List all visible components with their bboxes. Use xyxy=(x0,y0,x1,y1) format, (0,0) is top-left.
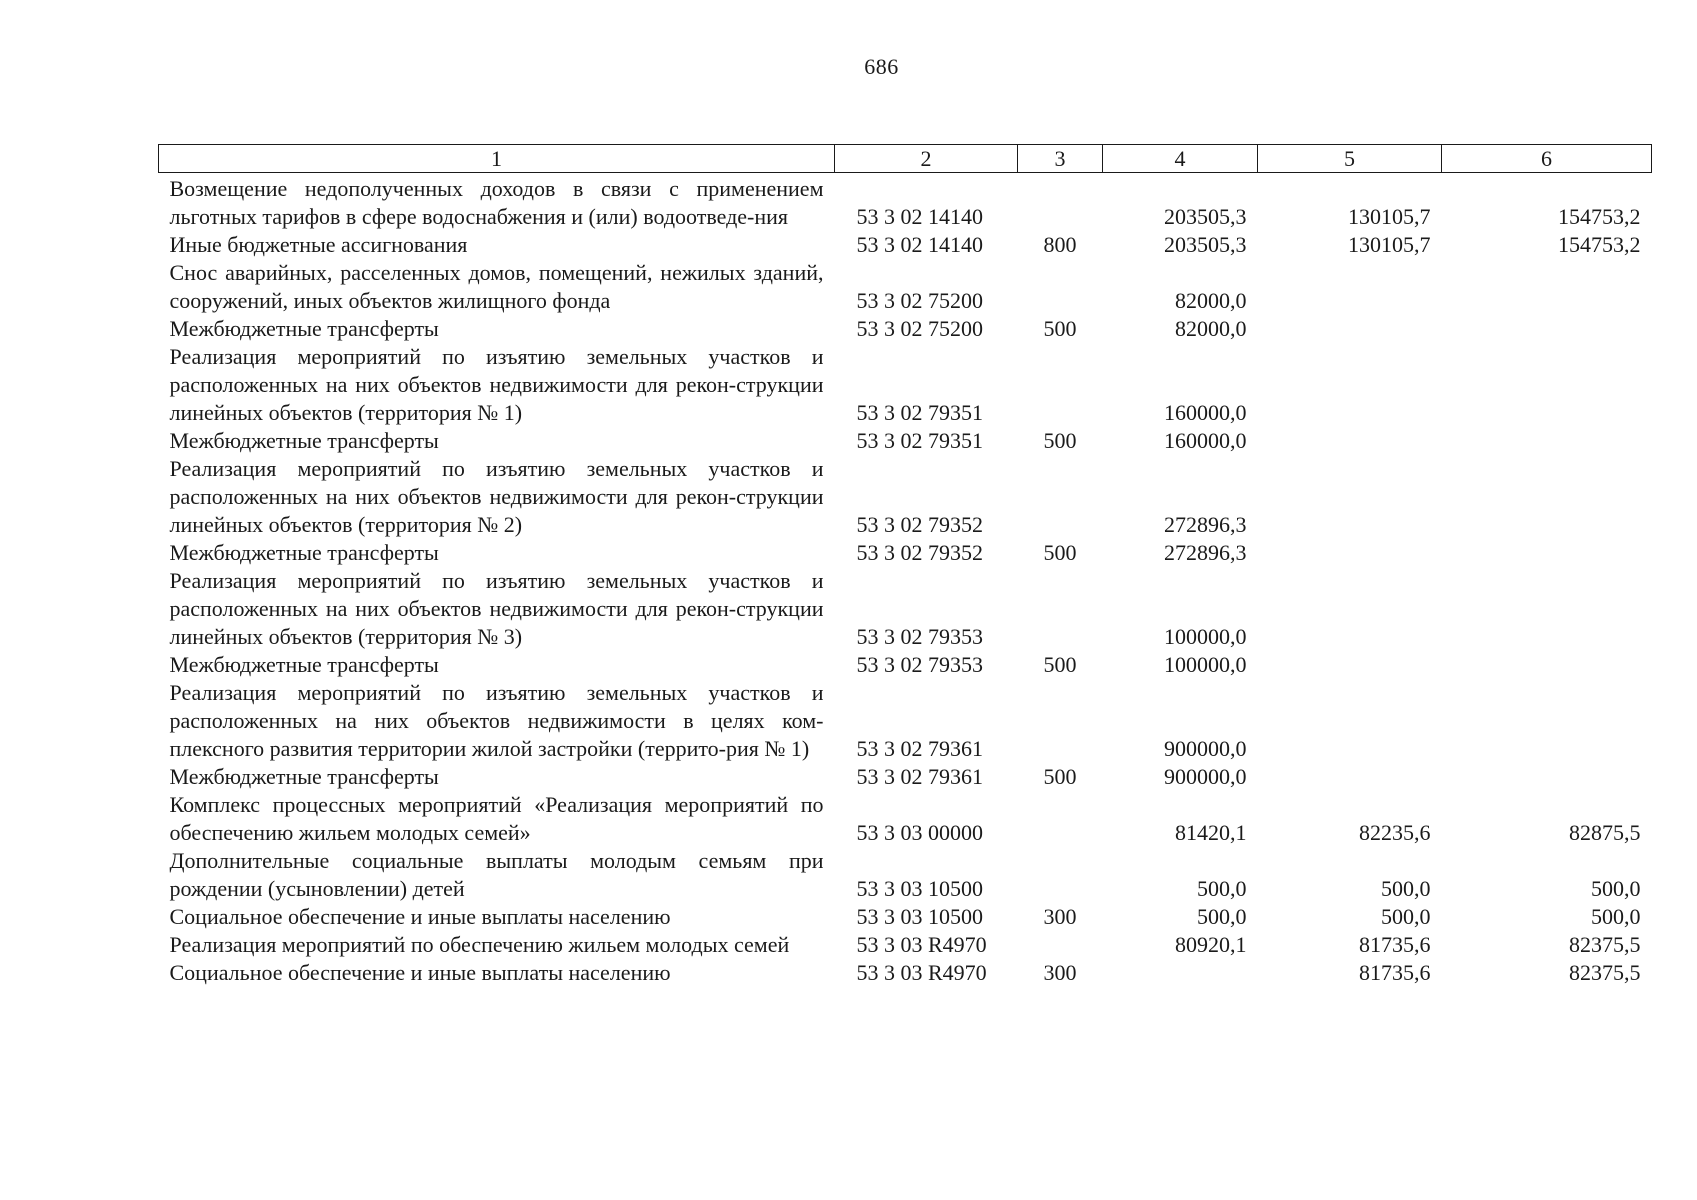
table-row xyxy=(159,455,1652,539)
row-value-col6-cell: 154753,2 xyxy=(1558,232,1641,257)
row-code-cell: 53 3 02 79352 xyxy=(856,512,983,537)
row-code-cell: 53 3 02 79353 xyxy=(856,652,983,677)
table-row xyxy=(159,315,1652,343)
row-expense-type-cell: 500 xyxy=(1043,540,1077,565)
row-expense-type-cell xyxy=(1018,931,1103,959)
table-row xyxy=(159,651,1652,679)
table-row xyxy=(159,931,1652,959)
row-name-cell: Реализация мероприятий по изъятию земельных участков и расположенных на них объектов недвижимости для рекон-струкции линейных объектов (территория № 3) xyxy=(169,568,824,649)
row-code-cell: 53 3 03 10500 xyxy=(856,876,983,901)
row-expense-type-cell: 500 xyxy=(1043,652,1077,677)
row-value-col5-cell: 130105,7 xyxy=(1348,204,1431,229)
row-name-cell: Межбюджетные трансферты xyxy=(169,652,439,677)
column-header-2: 2 xyxy=(835,145,1018,173)
row-value-col5-cell xyxy=(1258,259,1442,315)
row-value-col6-cell xyxy=(1442,539,1652,567)
row-value-col5-cell xyxy=(1258,567,1442,651)
row-name-cell: Возмещение недополученных доходов в связи с применением льготных тарифов в сфере водоснабжения и (или) водоотведе-ния xyxy=(169,176,824,229)
row-expense-type-cell xyxy=(1018,567,1103,651)
row-expense-type-cell xyxy=(1018,175,1103,231)
row-code-cell: 53 3 02 75200 xyxy=(856,316,983,341)
column-header-4: 4 xyxy=(1103,145,1258,173)
table-row xyxy=(159,343,1652,427)
row-code-cell: 53 3 02 79351 xyxy=(856,428,983,453)
row-value-col6-cell xyxy=(1442,455,1652,539)
row-value-col6-cell xyxy=(1442,427,1652,455)
row-value-col6-cell: 154753,2 xyxy=(1558,204,1641,229)
row-value-col4-cell: 900000,0 xyxy=(1164,764,1247,789)
row-name-cell: Дополнительные социальные выплаты молодым семьям при рождении (усыновлении) детей xyxy=(169,848,824,901)
row-name-cell: Социальное обеспечение и иные выплаты населению xyxy=(169,960,671,985)
row-value-col4-cell: 272896,3 xyxy=(1164,512,1247,537)
row-value-col6-cell: 500,0 xyxy=(1591,876,1641,901)
row-expense-type-cell: 500 xyxy=(1043,316,1077,341)
row-expense-type-cell xyxy=(1018,847,1103,903)
row-code-cell: 53 3 02 14140 xyxy=(856,204,983,229)
column-header-6: 6 xyxy=(1442,145,1652,173)
row-value-col4-cell xyxy=(1103,959,1258,987)
row-code-cell: 53 3 03 00000 xyxy=(856,820,983,845)
row-code-cell: 53 3 02 79353 xyxy=(856,624,983,649)
row-name-cell: Межбюджетные трансферты xyxy=(169,764,439,789)
row-value-col4-cell: 100000,0 xyxy=(1164,652,1247,677)
row-value-col5-cell: 130105,7 xyxy=(1348,232,1431,257)
row-value-col5-cell: 81735,6 xyxy=(1359,932,1431,957)
row-name-cell: Реализация мероприятий по изъятию земельных участков и расположенных на них объектов недвижимости для рекон-струкции линейных объектов (территория № 1) xyxy=(169,344,824,425)
budget-table xyxy=(158,144,1652,987)
row-value-col4-cell: 100000,0 xyxy=(1164,624,1247,649)
row-value-col6-cell xyxy=(1442,343,1652,427)
row-value-col5-cell xyxy=(1258,679,1442,763)
table-row xyxy=(159,847,1652,903)
row-expense-type-cell xyxy=(1018,259,1103,315)
column-header-1: 1 xyxy=(159,145,835,173)
row-value-col6-cell xyxy=(1442,259,1652,315)
row-value-col6-cell xyxy=(1442,679,1652,763)
row-name-cell: Иные бюджетные ассигнования xyxy=(169,232,468,257)
row-value-col6-cell: 500,0 xyxy=(1591,904,1641,929)
row-name-cell: Реализация мероприятий по изъятию земельных участков и расположенных на них объектов недвижимости в целях ком-плексного развития территории жилой застройки (террито-рия № 1) xyxy=(169,680,824,761)
row-value-col5-cell xyxy=(1258,539,1442,567)
row-expense-type-cell xyxy=(1018,791,1103,847)
table-row xyxy=(159,427,1652,455)
page-number: 686 xyxy=(864,54,899,79)
row-value-col4-cell: 81420,1 xyxy=(1175,820,1247,845)
row-name-cell: Межбюджетные трансферты xyxy=(169,316,439,341)
row-expense-type-cell: 300 xyxy=(1043,960,1077,985)
table-body xyxy=(159,173,1652,988)
column-header-3: 3 xyxy=(1018,145,1103,173)
row-code-cell: 53 3 02 79361 xyxy=(856,736,983,761)
row-value-col6-cell xyxy=(1442,567,1652,651)
row-code-cell: 53 3 02 79352 xyxy=(856,540,983,565)
row-expense-type-cell xyxy=(1018,455,1103,539)
row-value-col6-cell xyxy=(1442,763,1652,791)
row-value-col4-cell: 500,0 xyxy=(1197,876,1247,901)
row-value-col6-cell: 82875,5 xyxy=(1569,820,1641,845)
row-value-col4-cell: 900000,0 xyxy=(1164,736,1247,761)
table-row xyxy=(159,791,1652,847)
row-name-cell: Социальное обеспечение и иные выплаты населению xyxy=(169,904,671,929)
row-name-cell: Снос аварийных, расселенных домов, помещений, нежилых зданий, сооружений, иных объектов жилищного фонда xyxy=(169,260,824,313)
row-expense-type-cell: 500 xyxy=(1043,428,1077,453)
row-code-cell: 53 3 02 79361 xyxy=(856,764,983,789)
row-code-cell: 53 3 03 10500 xyxy=(856,904,983,929)
table-row xyxy=(159,679,1652,763)
row-value-col4-cell: 272896,3 xyxy=(1164,540,1247,565)
row-value-col6-cell xyxy=(1442,315,1652,343)
row-code-cell: 53 3 02 14140 xyxy=(856,232,983,257)
table-row xyxy=(159,959,1652,987)
row-value-col4-cell: 82000,0 xyxy=(1175,316,1247,341)
row-name-cell: Комплекс процессных мероприятий «Реализация мероприятий по обеспечению жильем молодых семей» xyxy=(169,792,824,845)
row-code-cell: 53 3 03 R4970 xyxy=(856,932,987,957)
row-code-cell: 53 3 03 R4970 xyxy=(856,960,987,985)
row-code-cell: 53 3 02 75200 xyxy=(856,288,983,313)
row-value-col5-cell: 500,0 xyxy=(1381,904,1431,929)
row-value-col6-cell: 82375,5 xyxy=(1569,960,1641,985)
row-value-col4-cell: 203505,3 xyxy=(1164,232,1247,257)
row-value-col4-cell: 160000,0 xyxy=(1164,428,1247,453)
table-row xyxy=(159,259,1652,315)
column-header-5: 5 xyxy=(1258,145,1442,173)
row-value-col5-cell xyxy=(1258,343,1442,427)
row-value-col4-cell: 82000,0 xyxy=(1175,288,1247,313)
table-row xyxy=(159,763,1652,791)
row-expense-type-cell xyxy=(1018,679,1103,763)
row-name-cell: Реализация мероприятий по изъятию земельных участков и расположенных на них объектов недвижимости для рекон-струкции линейных объектов (территория № 2) xyxy=(169,456,824,537)
row-name-cell: Межбюджетные трансферты xyxy=(169,428,439,453)
column-number-header-row xyxy=(159,145,1652,173)
row-value-col6-cell xyxy=(1442,651,1652,679)
row-value-col4-cell: 203505,3 xyxy=(1164,204,1247,229)
row-name-cell: Реализация мероприятий по обеспечению жильем молодых семей xyxy=(169,932,790,957)
row-value-col6-cell: 82375,5 xyxy=(1569,932,1641,957)
row-value-col5-cell: 82235,6 xyxy=(1359,820,1431,845)
row-value-col4-cell: 500,0 xyxy=(1197,904,1247,929)
table-row xyxy=(159,231,1652,259)
row-expense-type-cell: 500 xyxy=(1043,764,1077,789)
row-value-col5-cell xyxy=(1258,315,1442,343)
table-row xyxy=(159,539,1652,567)
row-expense-type-cell xyxy=(1018,343,1103,427)
row-value-col5-cell: 500,0 xyxy=(1381,876,1431,901)
row-value-col5-cell xyxy=(1258,455,1442,539)
row-value-col5-cell xyxy=(1258,763,1442,791)
row-expense-type-cell: 300 xyxy=(1043,904,1077,929)
table-row xyxy=(159,175,1652,231)
table-row xyxy=(159,567,1652,651)
row-value-col5-cell xyxy=(1258,427,1442,455)
row-name-cell: Межбюджетные трансферты xyxy=(169,540,439,565)
row-code-cell: 53 3 02 79351 xyxy=(856,400,983,425)
table-row xyxy=(159,903,1652,931)
row-value-col4-cell: 160000,0 xyxy=(1164,400,1247,425)
row-value-col5-cell: 81735,6 xyxy=(1359,960,1431,985)
row-value-col5-cell xyxy=(1258,651,1442,679)
row-expense-type-cell: 800 xyxy=(1043,232,1077,257)
row-value-col4-cell: 80920,1 xyxy=(1175,932,1247,957)
